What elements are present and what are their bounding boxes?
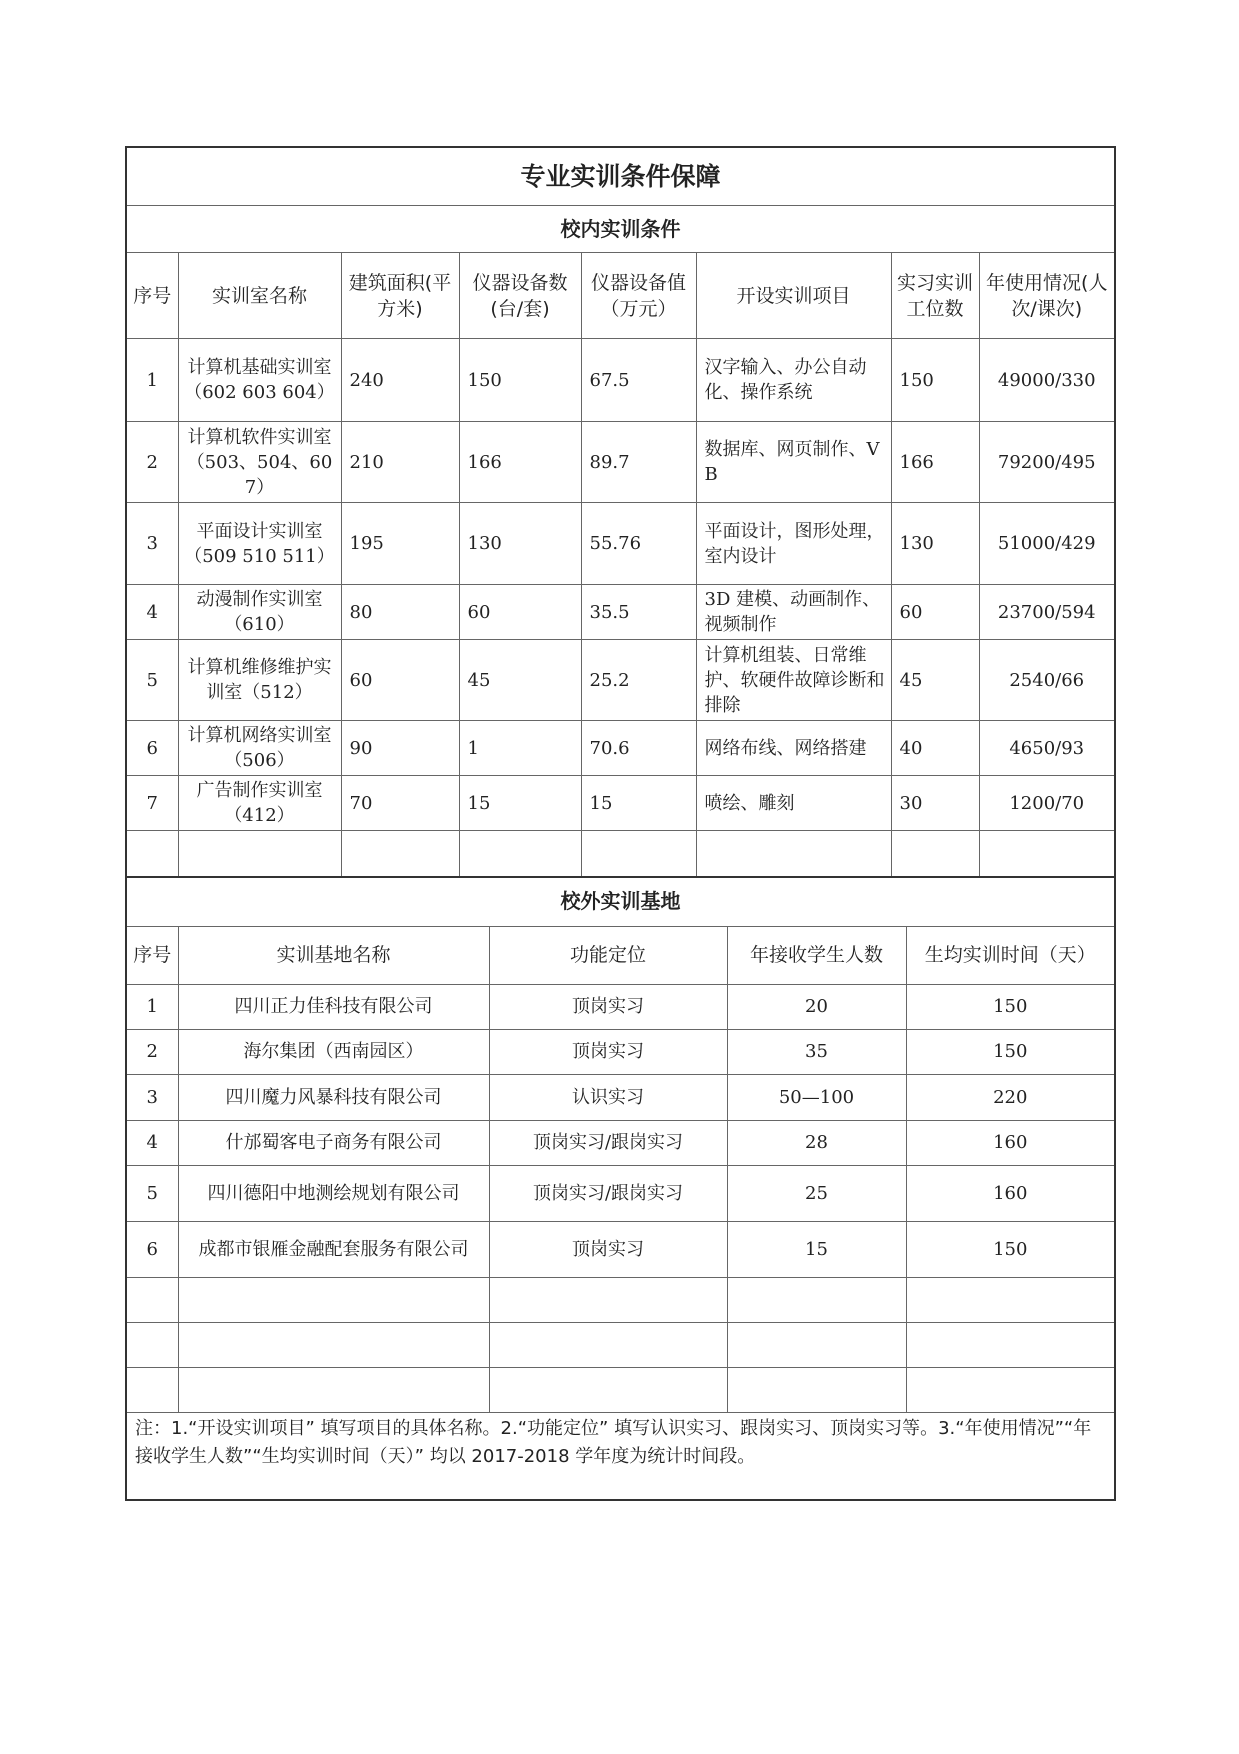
internal-table-row	[126, 339, 1115, 422]
days-value: 160	[906, 1165, 1115, 1221]
internal-empty-row	[126, 831, 1115, 877]
internal-table-row	[126, 503, 1115, 585]
header-base-name: 实训基地名称	[178, 926, 489, 984]
internal-header-row	[126, 253, 1115, 339]
row-number: 1	[126, 339, 178, 422]
role-value: 顶岗实习	[489, 1029, 727, 1074]
document-page	[125, 146, 1114, 1501]
external-table-row	[126, 984, 1115, 1029]
header-room-name: 实训室名称	[178, 253, 341, 339]
header-area: 建筑面积(平方米)	[341, 253, 459, 339]
header-device-value: 仪器设备值（万元）	[581, 253, 696, 339]
room-name: 计算机维修维护实训室（512）	[178, 640, 341, 721]
stations-value: 60	[891, 585, 979, 640]
base-name: 四川魔力风暴科技有限公司	[178, 1074, 489, 1120]
area-value: 195	[341, 503, 459, 585]
stations-value: 40	[891, 721, 979, 776]
usage-value: 2540/66	[979, 640, 1115, 721]
row-number: 4	[126, 585, 178, 640]
row-number: 6	[126, 1221, 178, 1277]
base-name: 四川德阳中地测绘规划有限公司	[178, 1165, 489, 1221]
header-projects: 开设实训项目	[696, 253, 891, 339]
students-value: 50—100	[727, 1074, 906, 1120]
internal-table-row	[126, 422, 1115, 503]
base-name: 成都市银雁金融配套服务有限公司	[178, 1221, 489, 1277]
device-value: 35.5	[581, 585, 696, 640]
students-value: 35	[727, 1029, 906, 1074]
days-value: 220	[906, 1074, 1115, 1120]
row-number: 1	[126, 984, 178, 1029]
page-title: 专业实训条件保障	[126, 147, 1115, 206]
header-role: 功能定位	[489, 926, 727, 984]
header-days: 生均实训时间（天）	[906, 926, 1115, 984]
row-number: 5	[126, 640, 178, 721]
area-value: 240	[341, 339, 459, 422]
room-name: 平面设计实训室（509 510 511）	[178, 503, 341, 585]
usage-value: 4650/93	[979, 721, 1115, 776]
days-value: 160	[906, 1120, 1115, 1165]
base-name: 海尔集团（西南园区）	[178, 1029, 489, 1074]
internal-table-row	[126, 640, 1115, 721]
area-value: 80	[341, 585, 459, 640]
device-count: 166	[459, 422, 581, 503]
external-empty-row	[126, 1367, 1115, 1412]
external-section-title: 校外实训基地	[126, 878, 1115, 927]
area-value: 70	[341, 776, 459, 831]
device-value: 15	[581, 776, 696, 831]
stations-value: 30	[891, 776, 979, 831]
internal-table-row	[126, 776, 1115, 831]
stations-value: 150	[891, 339, 979, 422]
room-name: 计算机基础实训室（602 603 604）	[178, 339, 341, 422]
students-value: 15	[727, 1221, 906, 1277]
area-value: 60	[341, 640, 459, 721]
footnote: 注：1.“开设实训项目” 填写项目的具体名称。2.“功能定位” 填写认识实习、跟岗实习、顶岗实习等。3.“年使用情况”“年接收学生人数”“生均实训时间（天）” 均以 2017-2018 学年度为统计时间段。	[126, 1412, 1115, 1500]
header-no: 序号	[126, 926, 178, 984]
projects-value: 计算机组装、日常维护、软硬件故障诊断和排除	[696, 640, 891, 721]
room-name: 广告制作实训室（412）	[178, 776, 341, 831]
stations-value: 166	[891, 422, 979, 503]
base-name: 四川正力佳科技有限公司	[178, 984, 489, 1029]
device-value: 55.76	[581, 503, 696, 585]
students-value: 25	[727, 1165, 906, 1221]
row-number: 5	[126, 1165, 178, 1221]
room-name: 计算机网络实训室（506）	[178, 721, 341, 776]
internal-table-row	[126, 585, 1115, 640]
device-count: 15	[459, 776, 581, 831]
device-count: 1	[459, 721, 581, 776]
external-table-row	[126, 1165, 1115, 1221]
role-value: 顶岗实习	[489, 984, 727, 1029]
device-count: 60	[459, 585, 581, 640]
usage-value: 23700/594	[979, 585, 1115, 640]
role-value: 顶岗实习/跟岗实习	[489, 1120, 727, 1165]
room-name: 动漫制作实训室（610）	[178, 585, 341, 640]
usage-value: 1200/70	[979, 776, 1115, 831]
device-value: 67.5	[581, 339, 696, 422]
device-count: 45	[459, 640, 581, 721]
row-number: 4	[126, 1120, 178, 1165]
external-header-row	[126, 926, 1115, 984]
projects-value: 汉字输入、办公自动化、操作系统	[696, 339, 891, 422]
row-number: 2	[126, 422, 178, 503]
days-value: 150	[906, 984, 1115, 1029]
external-table-row	[126, 1074, 1115, 1120]
students-value: 20	[727, 984, 906, 1029]
device-count: 130	[459, 503, 581, 585]
role-value: 顶岗实习	[489, 1221, 727, 1277]
projects-value: 平面设计，图形处理，室内设计	[696, 503, 891, 585]
external-table-row	[126, 1221, 1115, 1277]
room-name: 计算机软件实训室（503、504、607）	[178, 422, 341, 503]
training-conditions-table	[125, 146, 1116, 878]
projects-value: 喷绘、雕刻	[696, 776, 891, 831]
usage-value: 79200/495	[979, 422, 1115, 503]
device-count: 150	[459, 339, 581, 422]
header-students: 年接收学生人数	[727, 926, 906, 984]
projects-value: 网络布线、网络搭建	[696, 721, 891, 776]
base-name: 什邡蜀客电子商务有限公司	[178, 1120, 489, 1165]
row-number: 3	[126, 503, 178, 585]
header-usage: 年使用情况(人次/课次)	[979, 253, 1115, 339]
days-value: 150	[906, 1221, 1115, 1277]
external-table-row	[126, 1029, 1115, 1074]
stations-value: 45	[891, 640, 979, 721]
row-number: 3	[126, 1074, 178, 1120]
header-no: 序号	[126, 253, 178, 339]
role-value: 认识实习	[489, 1074, 727, 1120]
stations-value: 130	[891, 503, 979, 585]
external-empty-row	[126, 1322, 1115, 1367]
usage-value: 51000/429	[979, 503, 1115, 585]
internal-section-title: 校内实训条件	[126, 206, 1115, 253]
row-number: 2	[126, 1029, 178, 1074]
row-number: 6	[126, 721, 178, 776]
device-value: 89.7	[581, 422, 696, 503]
device-value: 70.6	[581, 721, 696, 776]
projects-value: 3D 建模、动画制作、视频制作	[696, 585, 891, 640]
usage-value: 49000/330	[979, 339, 1115, 422]
projects-value: 数据库、网页制作、VB	[696, 422, 891, 503]
area-value: 90	[341, 721, 459, 776]
role-value: 顶岗实习/跟岗实习	[489, 1165, 727, 1221]
internal-table-row	[126, 721, 1115, 776]
external-empty-row	[126, 1277, 1115, 1322]
device-value: 25.2	[581, 640, 696, 721]
area-value: 210	[341, 422, 459, 503]
days-value: 150	[906, 1029, 1115, 1074]
students-value: 28	[727, 1120, 906, 1165]
header-device-count: 仪器设备数(台/套)	[459, 253, 581, 339]
external-bases-table	[125, 878, 1116, 1501]
external-table-row	[126, 1120, 1115, 1165]
header-stations: 实习实训工位数	[891, 253, 979, 339]
row-number: 7	[126, 776, 178, 831]
